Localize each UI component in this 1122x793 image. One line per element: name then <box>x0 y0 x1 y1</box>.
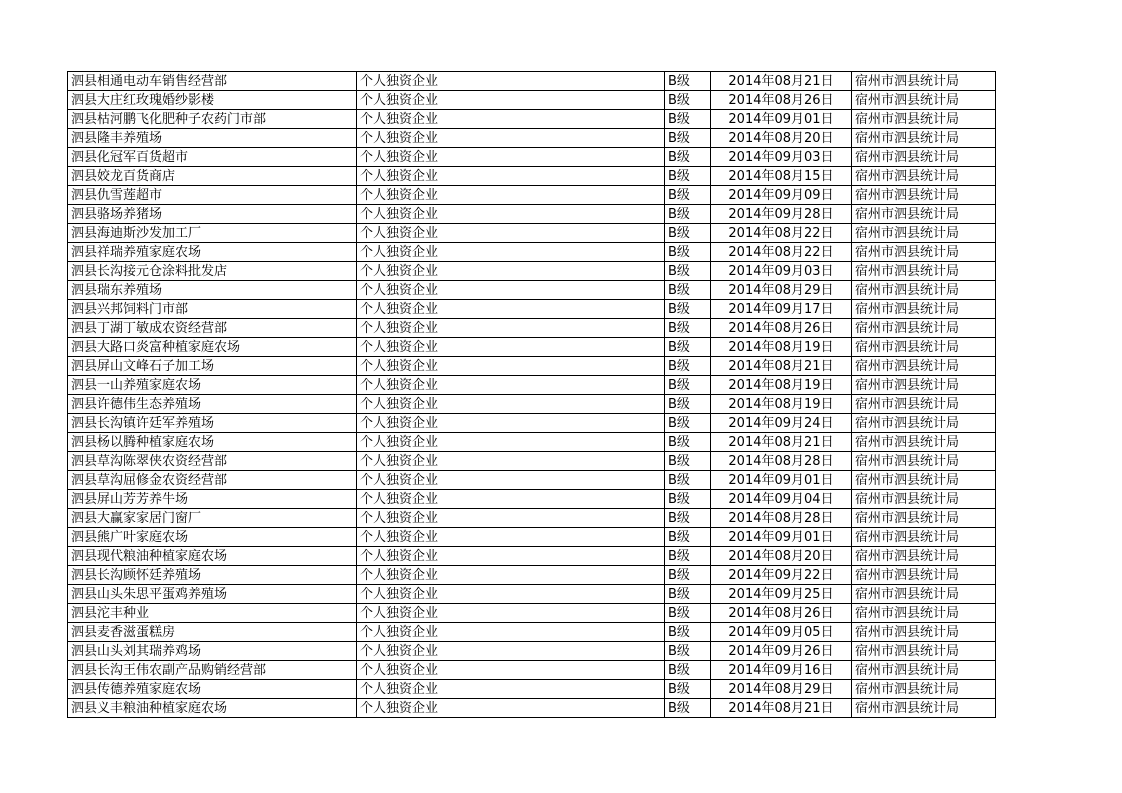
office-cell: 宿州市泗县统计局 <box>852 281 996 300</box>
office-cell: 宿州市泗县统计局 <box>852 91 996 110</box>
date-cell: 2014年08月19日 <box>711 338 852 357</box>
enterprise-type-cell: 个人独资企业 <box>357 528 665 547</box>
table-row <box>68 224 996 243</box>
enterprise-name-cell: 泗县瑞东养殖场 <box>68 281 357 300</box>
enterprise-type-cell: 个人独资企业 <box>357 129 665 148</box>
date-cell: 2014年09月17日 <box>711 300 852 319</box>
enterprise-type-cell: 个人独资企业 <box>357 338 665 357</box>
enterprise-type-cell: 个人独资企业 <box>357 357 665 376</box>
table-row <box>68 110 996 129</box>
grade-cell: B级 <box>665 148 711 167</box>
enterprise-type-cell: 个人独资企业 <box>357 148 665 167</box>
enterprise-type-cell: 个人独资企业 <box>357 243 665 262</box>
enterprise-type-cell: 个人独资企业 <box>357 300 665 319</box>
date-cell: 2014年08月26日 <box>711 319 852 338</box>
grade-cell: B级 <box>665 642 711 661</box>
date-cell: 2014年09月26日 <box>711 642 852 661</box>
table-row <box>68 585 996 604</box>
grade-cell: B级 <box>665 167 711 186</box>
office-cell: 宿州市泗县统计局 <box>852 452 996 471</box>
enterprise-type-cell: 个人独资企业 <box>357 585 665 604</box>
grade-cell: B级 <box>665 395 711 414</box>
enterprise-name-cell: 泗县山头刘其瑞养鸡场 <box>68 642 357 661</box>
enterprise-type-cell: 个人独资企业 <box>357 433 665 452</box>
date-cell: 2014年09月03日 <box>711 262 852 281</box>
date-cell: 2014年09月22日 <box>711 566 852 585</box>
table-body <box>68 72 996 718</box>
enterprise-name-cell: 泗县草沟陈翠侠农资经营部 <box>68 452 357 471</box>
date-cell: 2014年08月22日 <box>711 243 852 262</box>
grade-cell: B级 <box>665 376 711 395</box>
date-cell: 2014年09月28日 <box>711 205 852 224</box>
table-row <box>68 186 996 205</box>
enterprise-type-cell: 个人独资企业 <box>357 262 665 281</box>
enterprise-name-cell: 泗县大庄红玫瑰婚纱影楼 <box>68 91 357 110</box>
table-row <box>68 262 996 281</box>
enterprise-type-cell: 个人独资企业 <box>357 566 665 585</box>
office-cell: 宿州市泗县统计局 <box>852 604 996 623</box>
grade-cell: B级 <box>665 243 711 262</box>
table-row <box>68 642 996 661</box>
table-row <box>68 167 996 186</box>
grade-cell: B级 <box>665 319 711 338</box>
enterprise-type-cell: 个人独资企业 <box>357 319 665 338</box>
date-cell: 2014年08月20日 <box>711 129 852 148</box>
grade-cell: B级 <box>665 414 711 433</box>
enterprise-name-cell: 泗县枯河鹏飞化肥种子农药门市部 <box>68 110 357 129</box>
office-cell: 宿州市泗县统计局 <box>852 376 996 395</box>
grade-cell: B级 <box>665 91 711 110</box>
grade-cell: B级 <box>665 338 711 357</box>
date-cell: 2014年09月01日 <box>711 110 852 129</box>
grade-cell: B级 <box>665 661 711 680</box>
enterprise-type-cell: 个人独资企业 <box>357 281 665 300</box>
table-row <box>68 319 996 338</box>
office-cell: 宿州市泗县统计局 <box>852 72 996 91</box>
enterprise-name-cell: 泗县义丰粮油种植家庭农场 <box>68 699 357 718</box>
enterprise-name-cell: 泗县沱丰种业 <box>68 604 357 623</box>
enterprise-name-cell: 泗县长沟镇许廷军养殖场 <box>68 414 357 433</box>
grade-cell: B级 <box>665 699 711 718</box>
table-row <box>68 604 996 623</box>
office-cell: 宿州市泗县统计局 <box>852 186 996 205</box>
office-cell: 宿州市泗县统计局 <box>852 357 996 376</box>
table-row <box>68 452 996 471</box>
enterprise-name-cell: 泗县姣龙百货商店 <box>68 167 357 186</box>
enterprise-name-cell: 泗县长沟顾怀廷养殖场 <box>68 566 357 585</box>
grade-cell: B级 <box>665 604 711 623</box>
grade-cell: B级 <box>665 585 711 604</box>
enterprise-name-cell: 泗县大赢家家居门窗厂 <box>68 509 357 528</box>
enterprise-name-cell: 泗县屏山文峰石子加工场 <box>68 357 357 376</box>
date-cell: 2014年08月29日 <box>711 680 852 699</box>
enterprise-name-cell: 泗县草沟屈修金农资经营部 <box>68 471 357 490</box>
table-row <box>68 528 996 547</box>
date-cell: 2014年09月01日 <box>711 471 852 490</box>
date-cell: 2014年08月22日 <box>711 224 852 243</box>
enterprise-type-cell: 个人独资企业 <box>357 604 665 623</box>
enterprise-name-cell: 泗县屏山芳芳养牛场 <box>68 490 357 509</box>
table-row <box>68 243 996 262</box>
table-row <box>68 661 996 680</box>
office-cell: 宿州市泗县统计局 <box>852 414 996 433</box>
table-row <box>68 281 996 300</box>
enterprise-type-cell: 个人独资企业 <box>357 661 665 680</box>
table-row <box>68 357 996 376</box>
date-cell: 2014年08月21日 <box>711 72 852 91</box>
grade-cell: B级 <box>665 205 711 224</box>
enterprise-name-cell: 泗县现代粮油种植家庭农场 <box>68 547 357 566</box>
grade-cell: B级 <box>665 566 711 585</box>
office-cell: 宿州市泗县统计局 <box>852 395 996 414</box>
office-cell: 宿州市泗县统计局 <box>852 566 996 585</box>
grade-cell: B级 <box>665 471 711 490</box>
date-cell: 2014年08月15日 <box>711 167 852 186</box>
table-row <box>68 205 996 224</box>
enterprise-name-cell: 泗县仇雪莲超市 <box>68 186 357 205</box>
office-cell: 宿州市泗县统计局 <box>852 661 996 680</box>
date-cell: 2014年08月26日 <box>711 604 852 623</box>
enterprise-type-cell: 个人独资企业 <box>357 167 665 186</box>
enterprise-type-cell: 个人独资企业 <box>357 186 665 205</box>
office-cell: 宿州市泗县统计局 <box>852 471 996 490</box>
office-cell: 宿州市泗县统计局 <box>852 148 996 167</box>
enterprise-type-cell: 个人独资企业 <box>357 680 665 699</box>
office-cell: 宿州市泗县统计局 <box>852 680 996 699</box>
table-row <box>68 566 996 585</box>
enterprise-name-cell: 泗县大路口炎富种植家庭农场 <box>68 338 357 357</box>
enterprise-name-cell: 泗县熊广叶家庭农场 <box>68 528 357 547</box>
grade-cell: B级 <box>665 110 711 129</box>
enterprise-name-cell: 泗县祥瑞养殖家庭农场 <box>68 243 357 262</box>
enterprise-name-cell: 泗县化冠军百货超市 <box>68 148 357 167</box>
date-cell: 2014年09月03日 <box>711 148 852 167</box>
office-cell: 宿州市泗县统计局 <box>852 642 996 661</box>
office-cell: 宿州市泗县统计局 <box>852 300 996 319</box>
enterprise-type-cell: 个人独资企业 <box>357 642 665 661</box>
office-cell: 宿州市泗县统计局 <box>852 243 996 262</box>
grade-cell: B级 <box>665 186 711 205</box>
table-row <box>68 395 996 414</box>
date-cell: 2014年08月29日 <box>711 281 852 300</box>
grade-cell: B级 <box>665 623 711 642</box>
office-cell: 宿州市泗县统计局 <box>852 528 996 547</box>
enterprise-type-cell: 个人独资企业 <box>357 72 665 91</box>
office-cell: 宿州市泗县统计局 <box>852 262 996 281</box>
date-cell: 2014年08月28日 <box>711 452 852 471</box>
table-row <box>68 72 996 91</box>
office-cell: 宿州市泗县统计局 <box>852 338 996 357</box>
office-cell: 宿州市泗县统计局 <box>852 319 996 338</box>
office-cell: 宿州市泗县统计局 <box>852 547 996 566</box>
enterprise-type-cell: 个人独资企业 <box>357 490 665 509</box>
enterprise-type-cell: 个人独资企业 <box>357 414 665 433</box>
date-cell: 2014年09月05日 <box>711 623 852 642</box>
date-cell: 2014年08月28日 <box>711 509 852 528</box>
grade-cell: B级 <box>665 72 711 91</box>
table-row <box>68 129 996 148</box>
table-row <box>68 148 996 167</box>
date-cell: 2014年09月01日 <box>711 528 852 547</box>
date-cell: 2014年08月21日 <box>711 357 852 376</box>
table-row <box>68 91 996 110</box>
enterprise-type-cell: 个人独资企业 <box>357 91 665 110</box>
grade-cell: B级 <box>665 528 711 547</box>
enterprise-type-cell: 个人独资企业 <box>357 395 665 414</box>
enterprise-type-cell: 个人独资企业 <box>357 471 665 490</box>
enterprise-name-cell: 泗县麦香滋蛋糕房 <box>68 623 357 642</box>
enterprise-type-cell: 个人独资企业 <box>357 224 665 243</box>
table-row <box>68 414 996 433</box>
date-cell: 2014年09月09日 <box>711 186 852 205</box>
enterprise-name-cell: 泗县山头朱思平蛋鸡养殖场 <box>68 585 357 604</box>
enterprise-type-cell: 个人独资企业 <box>357 110 665 129</box>
grade-cell: B级 <box>665 490 711 509</box>
date-cell: 2014年08月26日 <box>711 91 852 110</box>
office-cell: 宿州市泗县统计局 <box>852 699 996 718</box>
table-row <box>68 490 996 509</box>
enterprise-name-cell: 泗县兴邦饲料门市部 <box>68 300 357 319</box>
enterprise-type-cell: 个人独资企业 <box>357 623 665 642</box>
table-row <box>68 680 996 699</box>
grade-cell: B级 <box>665 262 711 281</box>
table-row <box>68 471 996 490</box>
office-cell: 宿州市泗县统计局 <box>852 490 996 509</box>
table-row <box>68 509 996 528</box>
table-row <box>68 338 996 357</box>
grade-cell: B级 <box>665 129 711 148</box>
enterprise-type-cell: 个人独资企业 <box>357 699 665 718</box>
enterprise-name-cell: 泗县隆丰养殖场 <box>68 129 357 148</box>
office-cell: 宿州市泗县统计局 <box>852 623 996 642</box>
office-cell: 宿州市泗县统计局 <box>852 110 996 129</box>
office-cell: 宿州市泗县统计局 <box>852 224 996 243</box>
office-cell: 宿州市泗县统计局 <box>852 129 996 148</box>
table-row <box>68 300 996 319</box>
date-cell: 2014年08月21日 <box>711 699 852 718</box>
enterprise-name-cell: 泗县传德养殖家庭农场 <box>68 680 357 699</box>
table-row <box>68 547 996 566</box>
enterprise-name-cell: 泗县丁湖丁敏成农资经营部 <box>68 319 357 338</box>
office-cell: 宿州市泗县统计局 <box>852 205 996 224</box>
office-cell: 宿州市泗县统计局 <box>852 509 996 528</box>
table-row <box>68 376 996 395</box>
date-cell: 2014年08月19日 <box>711 376 852 395</box>
enterprise-type-cell: 个人独资企业 <box>357 547 665 566</box>
enterprise-type-cell: 个人独资企业 <box>357 376 665 395</box>
office-cell: 宿州市泗县统计局 <box>852 433 996 452</box>
enterprise-name-cell: 泗县一山养殖家庭农场 <box>68 376 357 395</box>
table-row <box>68 623 996 642</box>
grade-cell: B级 <box>665 281 711 300</box>
grade-cell: B级 <box>665 680 711 699</box>
enterprise-name-cell: 泗县相通电动车销售经营部 <box>68 72 357 91</box>
enterprise-name-cell: 泗县海迪斯沙发加工厂 <box>68 224 357 243</box>
enterprise-type-cell: 个人独资企业 <box>357 509 665 528</box>
date-cell: 2014年08月21日 <box>711 433 852 452</box>
grade-cell: B级 <box>665 224 711 243</box>
enterprise-name-cell: 泗县长沟接元仓涂料批发店 <box>68 262 357 281</box>
table-row <box>68 433 996 452</box>
date-cell: 2014年08月19日 <box>711 395 852 414</box>
date-cell: 2014年09月16日 <box>711 661 852 680</box>
enterprise-name-cell: 泗县长沟王伟农副产品购销经营部 <box>68 661 357 680</box>
grade-cell: B级 <box>665 509 711 528</box>
date-cell: 2014年09月24日 <box>711 414 852 433</box>
grade-cell: B级 <box>665 433 711 452</box>
date-cell: 2014年08月20日 <box>711 547 852 566</box>
date-cell: 2014年09月04日 <box>711 490 852 509</box>
enterprise-name-cell: 泗县骆场养猪场 <box>68 205 357 224</box>
table-row <box>68 699 996 718</box>
enterprise-name-cell: 泗县杨以腾种植家庭农场 <box>68 433 357 452</box>
enterprise-name-cell: 泗县许德伟生态养殖场 <box>68 395 357 414</box>
grade-cell: B级 <box>665 452 711 471</box>
enterprise-type-cell: 个人独资企业 <box>357 205 665 224</box>
office-cell: 宿州市泗县统计局 <box>852 167 996 186</box>
grade-cell: B级 <box>665 547 711 566</box>
enterprise-type-cell: 个人独资企业 <box>357 452 665 471</box>
office-cell: 宿州市泗县统计局 <box>852 585 996 604</box>
grade-cell: B级 <box>665 300 711 319</box>
date-cell: 2014年09月25日 <box>711 585 852 604</box>
data-table <box>67 71 996 718</box>
grade-cell: B级 <box>665 357 711 376</box>
